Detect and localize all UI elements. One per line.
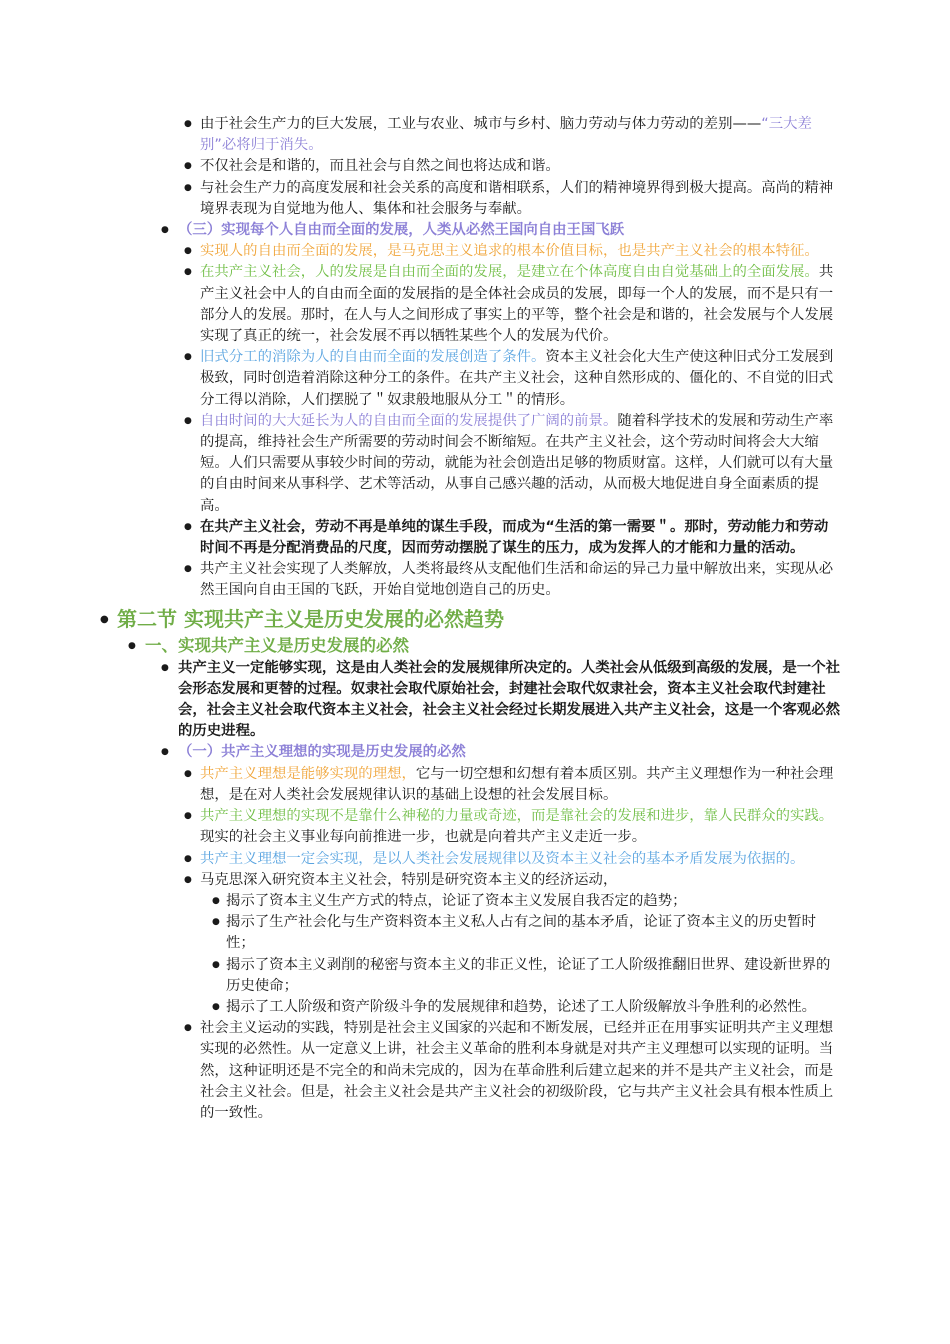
text-run: 它与一切空想和幻想有着本质区别。共产主义理想作为一种社会理想，是在对人类社会发展规律认识的基础上设想的社会发展目标。 [200,765,834,803]
text-run: 共产主义理想的实现不是靠什么神秘的力量或奇迹，而是靠社会的发展和进步，靠人民群众的实践。 [200,808,834,825]
bullet-people-practice [0,806,950,848]
bullet-three-differences [0,114,950,156]
text-run: （三）实现每个人自由而全面的发展，人类从必然王国向自由王国飞跃 [178,222,625,239]
text-run: 马克思深入研究资本主义社会，特别是研究资本主义的经济运动， [200,871,618,888]
bullet-division-of-labor [0,347,950,411]
bullet-labor-first-need [0,517,950,559]
text-run: “三大差别”必将归于消失。 [200,116,812,154]
text-run: 揭示了工人阶级和资产阶级斗争的发展规律和趋势，论述了工人阶级解放斗争胜利的必然性。 [226,998,817,1015]
text-run: 共产主义一定能够实现，这是由人类社会的发展规律所决定的。人类社会从低级到高级的发展，是一个社会形态发展和更替的过程。奴隶社会取代原始社会，封建社会取代奴隶社会，资本主义社会取代封建社会，社会主义社会取代资本主义社会，社会主义社会经过长期发展进入共产主义社会，这是一个客观必然的历史进程。 [178,659,840,740]
bullet-fundamental-value [0,241,950,262]
text-run: 共产主义社会实现了人类解放，人类将最终从支配他们生活和命运的异己力量中解放出来，实现从必然王国向自由王国的飞跃，开始自觉地创造自己的历史。 [200,561,834,599]
document-page [0,114,950,1124]
text-run: 旧式分工的消除为人的自由而全面的发展创造了条件。 [200,349,546,366]
text-run: 不仅社会是和谐的，而且社会与自然之间也将达成和谐。 [200,158,560,175]
text-run: 共产主义理想是能够实现的理想， [200,765,416,782]
subheading-free-development [0,220,950,241]
text-run: 现实的社会主义事业每向前推进一步，也就是向着共产主义走近一步。 [200,829,647,846]
text-run: 与社会生产力的高度发展和社会关系的高度和谐相联系，人们的精神境界得到极大提高。高尚的精神境界表现为自觉地为他人、集体和社会服务与奉献。 [200,179,834,217]
bullet-marx-point-1 [0,891,950,912]
bullet-socialist-practice [0,1018,950,1124]
bullet-marx-point-2 [0,912,950,954]
bullet-marx-research [0,870,950,891]
text-run: 实现人的自由而全面的发展，是马克思主义追求的根本价值目标，也是共产主义社会的根本特征。 [200,243,819,260]
bullet-marx-point-3 [0,955,950,997]
text-run: 在共产主义社会，劳动不再是单纯的谋生手段，而成为“生活的第一需要＂。那时，劳动能力和劳动时间不再是分配消费品的尺度，因而劳动摆脱了谋生的压力，成为发挥人的才能和力量的活动。 [200,518,829,557]
text-run: 由于社会生产力的巨大发展，工业与农业、城市与乡村、脑力劳动与体力劳动的差别—— [200,116,762,132]
bullet-law-of-development [0,658,950,743]
bullet-spiritual-realm [0,178,950,220]
bullet-harmony-nature [0,156,950,177]
bullet-communist-development [0,262,950,347]
text-run: 自由时间的大大延长为人的自由而全面的发展提供了广阔的前景。 [200,412,618,429]
section-heading-2 [0,604,950,634]
text-run: 揭示了生产社会化与生产资料资本主义私人占有之间的基本矛盾，论证了资本主义的历史暂时性； [226,914,817,952]
text-run: 共产主义社会中人的自由而全面的发展指的是全体社会成员的发展，即每一个人的发展，而不是只有一部分人的发展。那时，在人与人之间形成了事实上的平等，整个社会是和谐的，社会发展与个人发展实现了真正的统一，社会发展不再以牺牲某些个人的发展为代价。 [200,264,834,345]
subheading-ideal-realization [0,742,950,763]
text-run: 第二节 实现共产主义是历史发展的必然趋势 [117,606,504,631]
text-run: 一、实现共产主义是历史发展的必然 [145,635,409,655]
bullet-free-time [0,411,950,517]
text-run: 资本主义社会化大生产使这种旧式分工发展到极致，同时创造着消除这种分工的条件。在共产主义社会，这种自然形成的、僵化的、不自觉的旧式分工得以消除，人们摆脱了＂奴隶般地服从分工＂的情形。 [200,349,834,408]
bullet-realizable-ideal [0,764,950,806]
bullet-will-be-realized [0,849,950,870]
bullet-human-liberation [0,559,950,601]
text-run: 社会主义运动的实践，特别是社会主义国家的兴起和不断发展，已经并正在用事实证明共产主义理想实现的必然性。从一定意义上讲，社会主义革命的胜利本身就是对共产主义理想可以实现的证明。当然，这种证明还是不完全的和尚未完成的，因为在革命胜利后建立起来的并不是共产主义社会，而是社会主义社会。但是，社会主义社会是共产主义社会的初级阶段，它与共产主义社会具有根本性质上的一致性。 [200,1020,834,1121]
text-run: 随着科学技术的发展和劳动生产率的提高，维持社会生产所需要的劳动时间会不断缩短。在共产主义社会，这个劳动时间将会大大缩短。人们只需要从事较少时间的劳动，就能为社会创造出足够的物质财富。这样，人们就可以有大量的自由时间来从事科学、艺术等活动，从事自己感兴趣的活动，从而极大地促进自身全面素质的提高。 [200,412,834,514]
text-run: 揭示了资本主义生产方式的特点，论证了资本主义发展自我否定的趋势； [226,892,687,909]
text-run: 在共产主义社会，人的发展是自由而全面的发展，是建立在个体高度自由自觉基础上的全面发展。 [200,264,819,281]
text-run: （一）共产主义理想的实现是历史发展的必然 [178,744,466,761]
bullet-marx-point-4 [0,997,950,1018]
text-run: 共产主义理想一定会实现，是以人类社会发展规律以及资本主义社会的基本矛盾发展为依据的。 [200,850,805,867]
text-run: 揭示了资本主义剥削的秘密与资本主义的非正义性，论证了工人阶级推翻旧世界、建设新世界的历史使命； [226,956,831,994]
subsection-heading-1 [0,634,950,658]
